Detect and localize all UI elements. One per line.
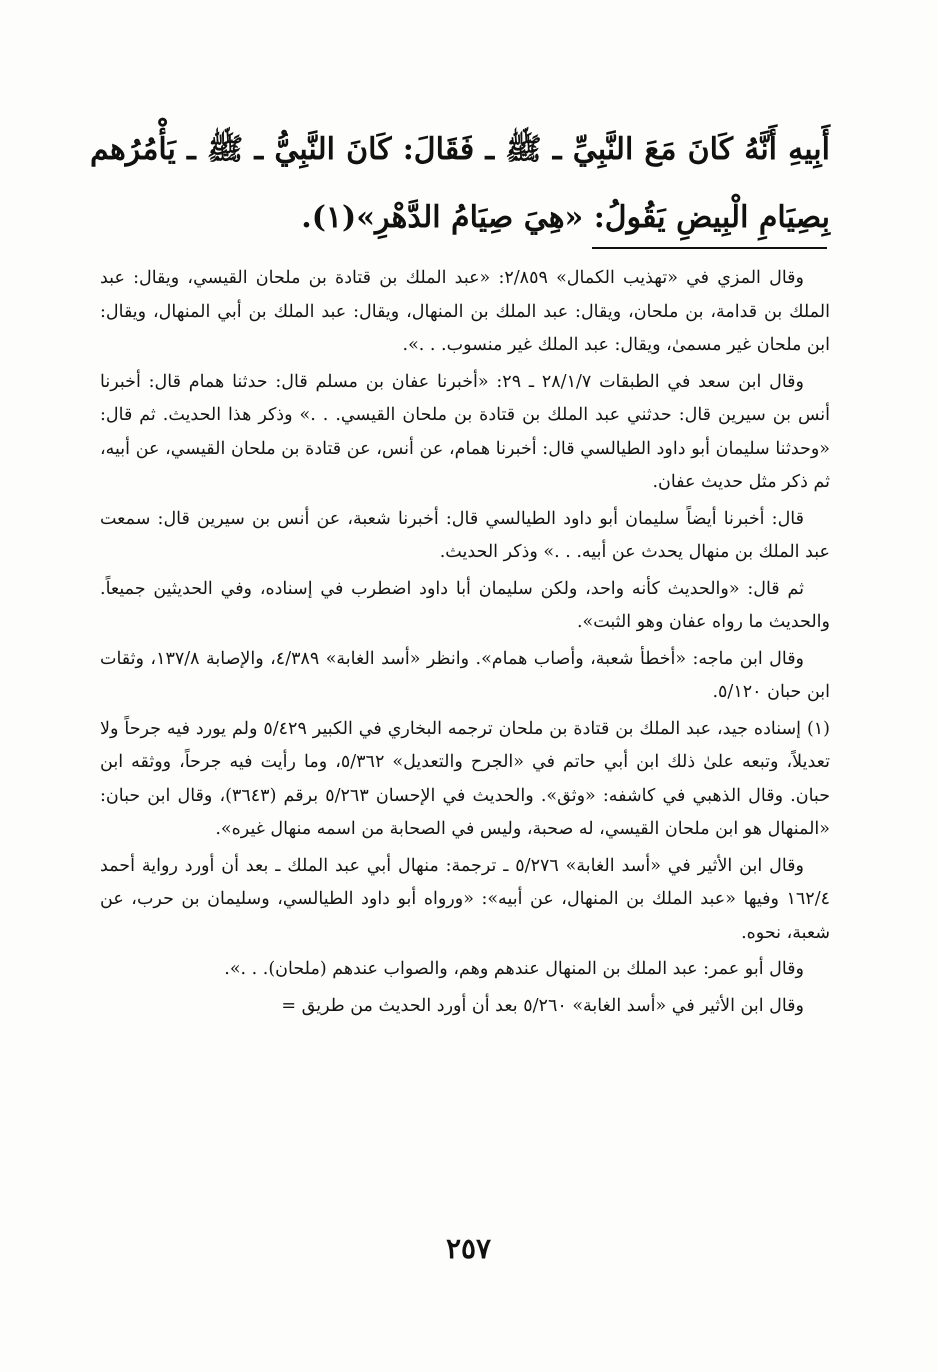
- footnote-paragraph: وقال ابن الأثير في «أسد الغابة» ٥/٢٧٦ ـ ترجمة: منهال أبي عبد الملك ـ بعد أن أورد رواية أحمد ١٦٢/٤ وفيها «عبد الملك بن المنهال، عن أبيه»: «ورواه أبو داود الطيالسي، وسليمان بن حرب، عن شعبة، نحوه.: [100, 855, 830, 943]
- footnotes: [100, 262, 830, 1026]
- footnote-1: (١) إسناده جيد، عبد الملك بن قتادة بن ملحان ترجمه البخاري في الكبير ٥/٤٢٩ ولم يورد فيه جرحاً ولا تعديلاً، وتبعه علىٰ ذلك ابن أبي حاتم في «الجرح والتعديل» ٥/٣٦٢، وما رأيت فيه جرحاً، ووثقه ابن حبان. وقال الذهبي في كاشفه: «وثق». والحديث في الإحسان ٥/٢٦٣ برقم (٣٦٤٣)، وقال ابن حبان: «المنهال هو ابن ملحان القيسي، له صحبة، وليس في الصحابة من اسمه منهال غيره».: [100, 718, 831, 839]
- footnote-paragraph: وقال أبو عمر: عبد الملك بن المنهال عندهم وهم، والصواب عندهم (ملحان). . .».: [224, 959, 804, 979]
- page-number: ٢٥٧: [445, 1232, 492, 1265]
- main-hadith-text: أَبِيهِ أَنَّهُ كَانَ مَعَ النَّبِيِّ ـ ﷺ ـ فَقَالَ: كَانَ النَّبِيُّ ـ ﷺ ـ يَأْمُرُهم بِصِيَامِ الْبِيضِ يَقُولُ: «هِيَ صِيَامُ الدَّهْرِ»(١).: [90, 132, 830, 235]
- footnote-separator: [592, 247, 827, 249]
- footnote-paragraph: وقال المزي في «تهذيب الكمال» ٢/٨٥٩: «عبد الملك بن قتادة بن ملحان القيسي، ويقال: عبد الملك بن قدامة، بن ملحان، ويقال: عبد الملك بن المنهال، ويقال: عبد الملك بن أبي المنهال، ويقال: ابن ملحان غير مسمىٰ، ويقال: عبد الملك غير منسوب. . .».: [100, 268, 830, 355]
- footnote-paragraph: وقال ابن ماجه: «أخطأ شعبة، وأصاب همام». وانظر «أسد الغابة» ٤/٣٨٩، والإصابة ١٣٧/٨، وثقات ابن حبان ٥/١٢٠.: [100, 648, 830, 702]
- footnote-paragraph: وقال ابن الأثير في «أسد الغابة» ٥/٢٦٠ بعد أن أورد الحديث من طريق =: [281, 995, 804, 1016]
- footnote-paragraph: ثم قال: «والحديث كأنه واحد، ولكن سليمان أبا داود اضطرب في إسناده، وفي الحديثين جميعاً. والحديث ما رواه عفان وهو الثبت».: [100, 578, 830, 632]
- footnote-paragraph: وقال ابن سعد في الطبقات ٢٨/١/٧ ـ ٢٩: «أخبرنا عفان بن مسلم قال: حدثنا همام قال: أخبرنا أنس بن سيرين قال: حدثني عبد الملك بن قتادة بن ملحان القيسي. . .» وذكر هذا الحديث. ثم قال: «وحدثنا سليمان أبو داود الطيالسي قال: أخبرنا همام، عن أنس، عن قتادة بن ملحان القيسي، عن أبيه، ثم ذكر مثل حديث عفان.: [100, 371, 830, 492]
- footnote-paragraph: قال: أخبرنا أيضاً سليمان أبو داود الطيالسي قال: أخبرنا شعبة، عن أنس بن سيرين قال: سمعت عبد الملك بن منهال يحدث عن أبيه. . .» وذكر الحديث.: [100, 508, 830, 562]
